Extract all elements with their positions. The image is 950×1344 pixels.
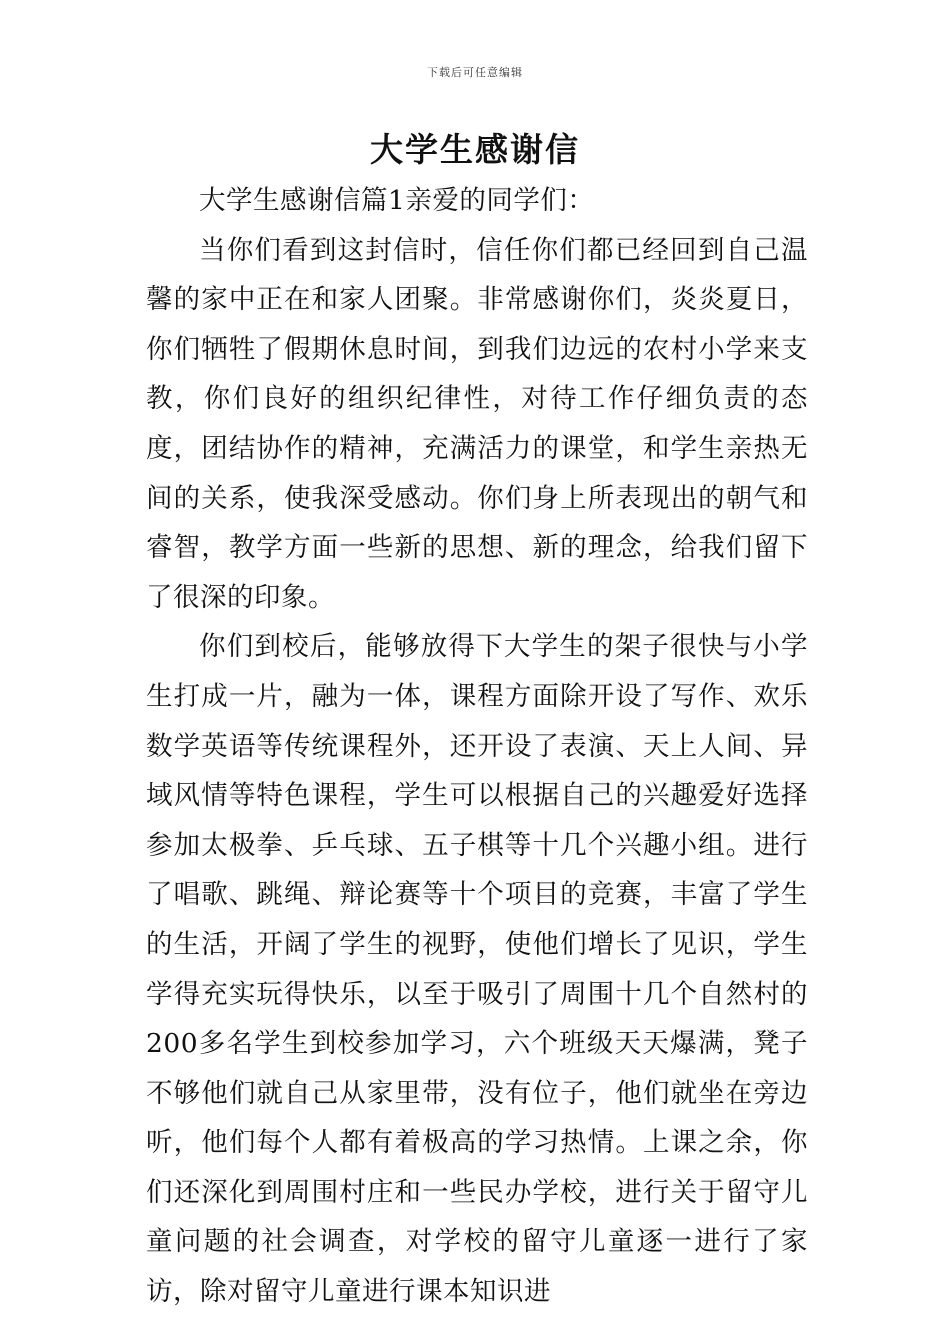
paragraph-2: 你们到校后，能够放得下大学生的架子很快与小学生打成一片，融为一体，课程方面除开设了写作、欢乐数学英语等传统课程外，还开设了表演、天上人间、异域风情等特色课程，学生可以根据自己的兴趣爱好选择参加太极拳、乒乓球、五子棋等十几个兴趣小组。进行了唱歌、跳绳、辩论赛等十个项目的竞赛，丰富了学生的生活，开阔了学生的视野，使他们增长了见识，学生学得充实玩得快乐，以至于吸引了周围十几个自然村的200多名学生到校参加学习，六个班级天天爆满，凳子不够他们就自己从家里带，没有位子，他们就坐在旁边听，他们每个人都有着极高的学习热情。上课之余，你们还深化到周围村庄和一些民办学校，进行关于留守儿童问题的社会调查，对学校的留守儿童逐一进行了家访，除对留守儿童进行课本知识进	[146, 631, 808, 1308]
document-body	[146, 176, 808, 1317]
paragraph-1: 当你们看到这封信时，信任你们都已经回到自己温馨的家中正在和家人团聚。非常感谢你们，炎炎夏日，你们牺牲了假期休息时间，到我们边远的农村小学来支教，你们良好的组织纪律性，对待工作仔细负责的态度，团结协作的精神，充满活力的课堂，和学生亲热无间的关系，使我深受感动。你们身上所表现出的朝气和睿智，教学方面一些新的思想、新的理念，给我们留下了很深的印象。	[146, 234, 808, 613]
paragraph-greeting: 大学生感谢信篇1亲爱的同学们：	[199, 185, 595, 216]
document-title: 大学生感谢信	[370, 130, 580, 169]
header-note: 下载后可任意编辑	[427, 66, 523, 79]
